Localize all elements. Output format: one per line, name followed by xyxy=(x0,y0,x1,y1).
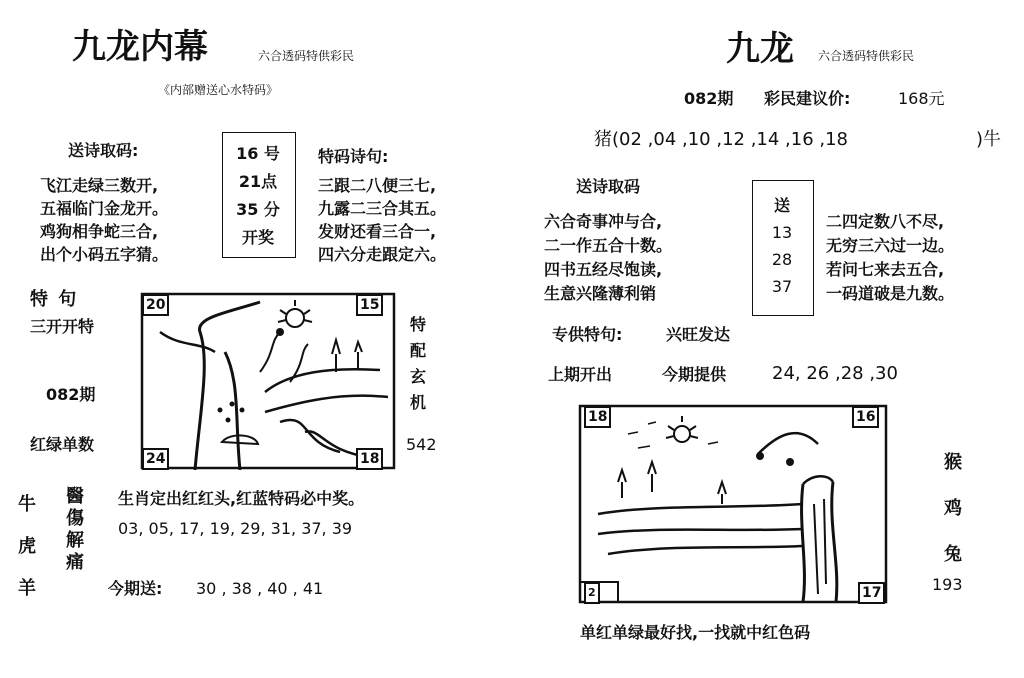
left-promise: 生肖定出红红头,红蓝特码必中奖。 xyxy=(118,489,365,508)
right-image-tag-tr: 16 xyxy=(852,406,879,428)
vertical-char: 配 xyxy=(409,341,426,360)
right-side-vertical xyxy=(940,440,966,578)
left-image-tag-tr: 15 xyxy=(356,294,383,316)
right-image-tag-bl: 2 xyxy=(584,582,600,604)
left-zodiac-col2 xyxy=(62,486,88,574)
box-line: 13 xyxy=(771,223,793,242)
poem-line: 生意兴隆薄利销 xyxy=(544,284,657,303)
right-subtitle: 六合透码特供彩民 xyxy=(818,49,915,63)
right-provide-numbers: 24, 26 ,28 ,30 xyxy=(772,363,898,384)
box-line: 送 xyxy=(773,196,790,215)
box-line: 35 分 xyxy=(236,200,280,219)
zodiac-char: 虎 xyxy=(18,536,36,557)
vertical-char: 猴 xyxy=(944,452,962,473)
right-side-number: 193 xyxy=(932,575,963,594)
poem-line: 五福临门金龙开。 xyxy=(40,199,169,218)
left-poem-send-label: 送诗取码: xyxy=(68,141,139,160)
right-special-phrase: 兴旺发达 xyxy=(666,325,731,344)
right-price-label: 彩民建议价: xyxy=(764,89,851,108)
poem-line: 三跟二八便三七, xyxy=(318,176,437,195)
poem-line: 四六分走跟定六。 xyxy=(318,245,447,264)
right-pig-end: )牛 xyxy=(976,129,1002,150)
poem-line: 一码道破是九数。 xyxy=(826,284,955,303)
left-gift-line: 《内部赠送心水特码》 xyxy=(158,83,279,97)
right-image-tag-tl: 18 xyxy=(584,406,611,428)
box-line: 28 xyxy=(771,250,793,269)
right-image-tag-br: 17 xyxy=(858,582,885,604)
zodiac-char: 羊 xyxy=(18,578,36,599)
vertical-char: 玄 xyxy=(409,367,426,386)
poem-line: 九露二三合其五。 xyxy=(318,199,447,218)
poem-line: 鸡狗相争蛇三合, xyxy=(40,222,159,241)
right-poem-right-block xyxy=(826,210,954,306)
poem-line: 四书五经尽饱读, xyxy=(544,260,663,279)
zodiac-char: 醫 xyxy=(66,486,84,507)
poem-line: 无穷三六过一边。 xyxy=(826,236,955,255)
left-special-phrase: 三开开特 xyxy=(30,317,95,336)
left-side-vertical xyxy=(406,312,430,416)
left-issue: 082期 xyxy=(46,385,96,404)
left-numbers: 03, 05, 17, 19, 29, 31, 37, 39 xyxy=(118,519,353,538)
left-special-phrase-label: 特 句 xyxy=(30,289,79,310)
poem-line: 二一作五合十数。 xyxy=(544,236,673,255)
left-special-poem-block xyxy=(318,174,446,266)
vertical-char: 机 xyxy=(409,393,426,412)
right-poem-send-label: 送诗取码 xyxy=(576,177,641,196)
left-color-hint: 红绿单数 xyxy=(30,435,95,454)
zodiac-char: 痛 xyxy=(66,552,84,573)
left-side-number: 542 xyxy=(406,435,437,454)
right-poem-block xyxy=(544,210,672,306)
box-line: 16 号 xyxy=(236,144,280,163)
right-provide-label: 今期提供 xyxy=(662,365,727,384)
right-special-label: 专供特句: xyxy=(552,325,623,344)
right-send-box-lines xyxy=(752,192,812,300)
box-line: 37 xyxy=(771,277,793,296)
poem-line: 发财还看三合一, xyxy=(318,222,437,241)
zodiac-char: 解 xyxy=(66,530,84,551)
left-title: 九龙内幕 xyxy=(72,27,208,67)
left-zodiac-col1 xyxy=(14,484,40,610)
left-poem-block xyxy=(40,174,168,266)
left-draw-time xyxy=(222,140,294,252)
poem-line: 飞江走绿三数开, xyxy=(40,176,159,195)
poem-line: 二四定数八不尽, xyxy=(826,212,945,231)
right-title: 九龙 xyxy=(726,29,794,69)
right-pig-line: 猪(02 ,04 ,10 ,12 ,14 ,16 ,18 xyxy=(594,129,849,150)
left-send-numbers: 30 , 38 , 40 , 41 xyxy=(196,579,324,598)
poem-line: 六合奇事冲与合, xyxy=(544,212,663,231)
left-image-tag-tl: 20 xyxy=(142,294,169,316)
poem-line: 出个小码五字猜。 xyxy=(40,245,169,264)
box-line: 开奖 xyxy=(241,228,274,247)
left-special-poem-label: 特码诗句: xyxy=(318,147,389,166)
poem-line: 若问七来去五合, xyxy=(826,260,945,279)
right-landscape-image xyxy=(578,404,888,604)
right-price: 168元 xyxy=(898,89,945,108)
right-last-label: 上期开出 xyxy=(548,365,613,384)
left-send-label: 今期送: xyxy=(108,579,163,598)
left-image-tag-bl: 24 xyxy=(142,448,169,470)
left-image-tag-br: 18 xyxy=(356,448,383,470)
vertical-char: 特 xyxy=(409,315,426,334)
vertical-char: 兔 xyxy=(944,544,962,565)
right-issue: 082期 xyxy=(684,89,734,108)
right-bottom-line: 单红单绿最好找,一找就中红色码 xyxy=(580,623,811,642)
vertical-char: 鸡 xyxy=(944,498,962,519)
zodiac-char: 牛 xyxy=(18,494,36,515)
left-landscape-image xyxy=(140,292,396,470)
left-subtitle: 六合透码特供彩民 xyxy=(258,49,355,63)
box-line: 21点 xyxy=(238,172,278,191)
zodiac-char: 傷 xyxy=(66,508,84,529)
